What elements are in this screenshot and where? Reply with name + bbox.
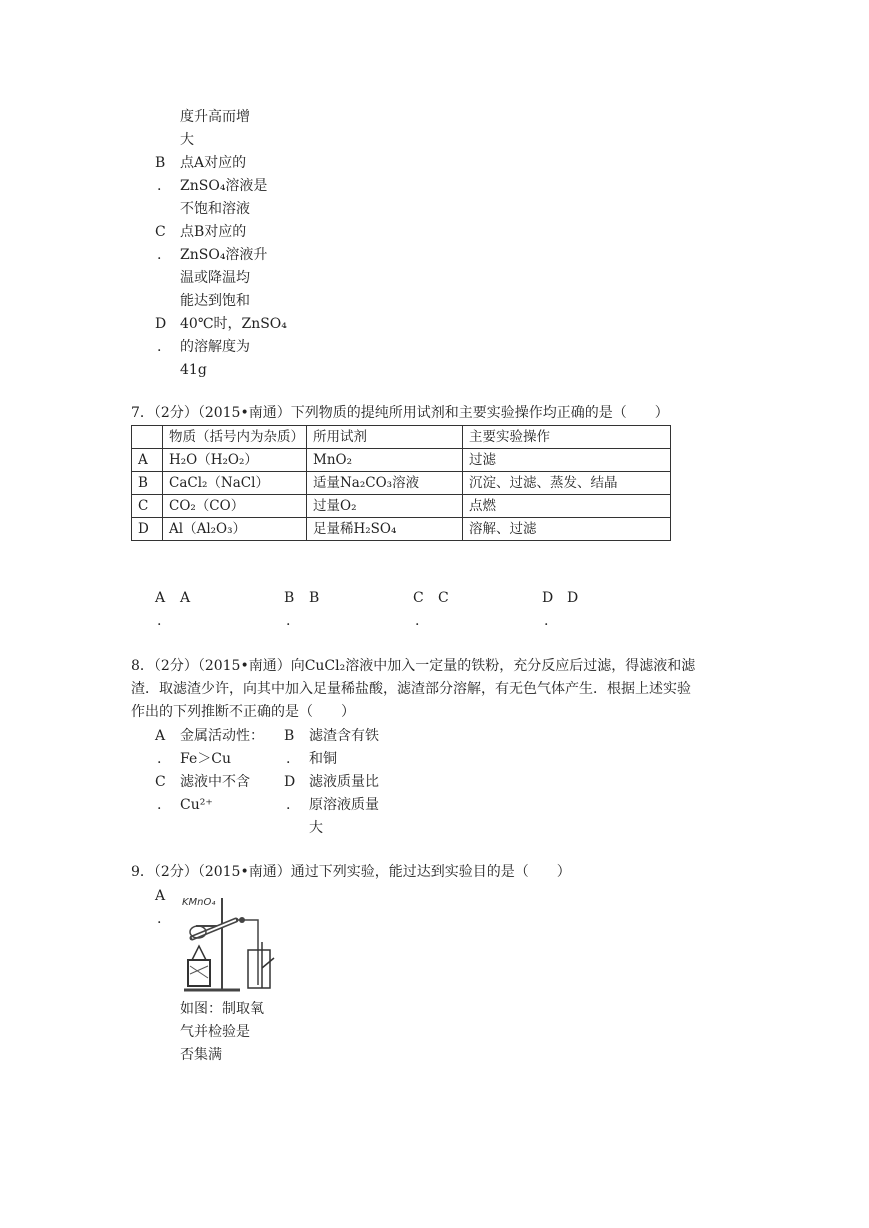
table-cell: 足量稀H₂SO₄ — [307, 518, 463, 541]
table-cell: B — [132, 472, 163, 495]
q8-c-letter: C — [155, 774, 166, 790]
table-cell: CaCl₂（NaCl） — [163, 472, 307, 495]
q8-stem-line2: 渣．取滤渣少许，向其中加入足量稀盐酸，滤渣部分溶解，有无色气体产生．根据上述实验 — [131, 681, 691, 697]
table-cell: MnO₂ — [307, 449, 463, 472]
table-cell: 过量O₂ — [307, 495, 463, 518]
table-header-cell — [132, 426, 163, 449]
q9-a-line3: 否集满 — [180, 1047, 222, 1063]
table-cell: 适量Na₂CO₃溶液 — [307, 472, 463, 495]
q7-option-a-text: A — [180, 590, 191, 606]
q9-stem: 9．（2分）（2015•南通）通过下列实验，能过达到实验目的是（ ） — [131, 864, 571, 880]
q8-d-line1: 滤液质量比 — [309, 774, 379, 790]
q8-b-line2: 和铜 — [309, 751, 337, 767]
q7-table — [131, 425, 671, 541]
table-header-cell: 所用试剂 — [307, 426, 463, 449]
table-cell: Al（Al₂O₃） — [163, 518, 307, 541]
q8-c-line1: 滤液中不含 — [180, 774, 250, 790]
q7-option-c-letter: C — [413, 590, 424, 606]
q8-stem-line1: 8．（2分）（2015•南通）向CuCl₂溶液中加入一定量的铁粉，充分反应后过滤，得滤液和滤 — [131, 658, 696, 674]
q7-option-b-dot: . — [286, 613, 291, 629]
q7-option-c-dot: . — [415, 613, 420, 629]
q6-b-letter: B — [155, 155, 166, 171]
table-cell: 沉淀、过滤、蒸发、结晶 — [463, 472, 671, 495]
table-cell: CO₂（CO） — [163, 495, 307, 518]
q6-c-letter: C — [155, 224, 166, 240]
table-cell: 溶解、过滤 — [463, 518, 671, 541]
table-cell: H₂O（H₂O₂） — [163, 449, 307, 472]
q9-a-line2: 气并检验是 — [180, 1024, 250, 1040]
table-row — [132, 449, 671, 472]
table-header-cell: 主要实验操作 — [463, 426, 671, 449]
table-cell: 过滤 — [463, 449, 671, 472]
q8-a-letter: A — [155, 728, 166, 744]
q6-a-line1: 度升高而增 — [180, 109, 250, 125]
table-cell: 点燃 — [463, 495, 671, 518]
q6-b-line2: ZnSO₄溶液是 — [180, 178, 268, 194]
q6-d-dot: . — [157, 339, 162, 355]
q9-a-dot: . — [157, 911, 162, 927]
q7-option-b-letter: B — [284, 590, 295, 606]
q8-d-line2: 原溶液质量 — [309, 797, 379, 813]
table-row — [132, 518, 671, 541]
q6-c-dot: . — [157, 247, 162, 263]
q8-stem-line3: 作出的下列推断不正确的是（ ） — [131, 704, 355, 720]
figure-label: KMnO₄ — [182, 897, 216, 908]
q8-d-dot: . — [286, 797, 291, 813]
q7-option-a-dot: . — [157, 613, 162, 629]
q7-option-a-letter: A — [155, 590, 166, 606]
q6-a-line2: 大 — [180, 132, 194, 148]
table-row — [132, 472, 671, 495]
table-header-row — [132, 426, 671, 449]
table-cell: D — [132, 518, 163, 541]
q6-b-line1: 点A对应的 — [180, 155, 247, 171]
q8-b-letter: B — [284, 728, 295, 744]
q8-b-dot: . — [286, 751, 291, 767]
q6-d-line1: 40℃时，ZnSO₄ — [180, 316, 287, 332]
q8-d-letter: D — [284, 774, 296, 790]
q7-option-c-text: C — [438, 590, 449, 606]
q6-d-letter: D — [155, 316, 167, 332]
table-row — [132, 495, 671, 518]
q8-d-line3: 大 — [309, 820, 323, 836]
q8-b-line1: 滤渣含有铁 — [309, 728, 379, 744]
q7-option-b-text: B — [309, 590, 320, 606]
table-cell: C — [132, 495, 163, 518]
q6-c-line1: 点B对应的 — [180, 224, 247, 240]
q8-a-line1: 金属活动性： — [180, 728, 264, 744]
table-cell: A — [132, 449, 163, 472]
q8-c-dot: . — [157, 797, 162, 813]
table-header-cell: 物质（括号内为杂质） — [163, 426, 307, 449]
q7-option-d-text: D — [567, 590, 579, 606]
q8-a-dot: . — [157, 751, 162, 767]
q8-a-line2: Fe＞Cu — [180, 751, 231, 767]
q6-c-line3: 温或降温均 — [180, 270, 250, 286]
oxygen-apparatus-figure — [178, 890, 278, 995]
q6-c-line4: 能达到饱和 — [180, 293, 250, 309]
q9-a-letter: A — [155, 888, 166, 904]
q6-d-line2: 的溶解度为 — [180, 339, 250, 355]
q9-a-line1: 如图：制取氧 — [180, 1001, 264, 1017]
q6-b-dot: . — [157, 178, 162, 194]
q7-stem: 7．（2分）（2015•南通）下列物质的提纯所用试剂和主要实验操作均正确的是（ ） — [131, 405, 669, 421]
q7-option-d-letter: D — [542, 590, 554, 606]
q6-d-line3: 41g — [180, 362, 207, 378]
q6-c-line2: ZnSO₄溶液升 — [180, 247, 268, 263]
lab-apparatus-image — [178, 890, 278, 995]
q8-c-line2: Cu²⁺ — [180, 797, 213, 813]
q6-b-line3: 不饱和溶液 — [180, 201, 250, 217]
q7-option-d-dot: . — [544, 613, 549, 629]
